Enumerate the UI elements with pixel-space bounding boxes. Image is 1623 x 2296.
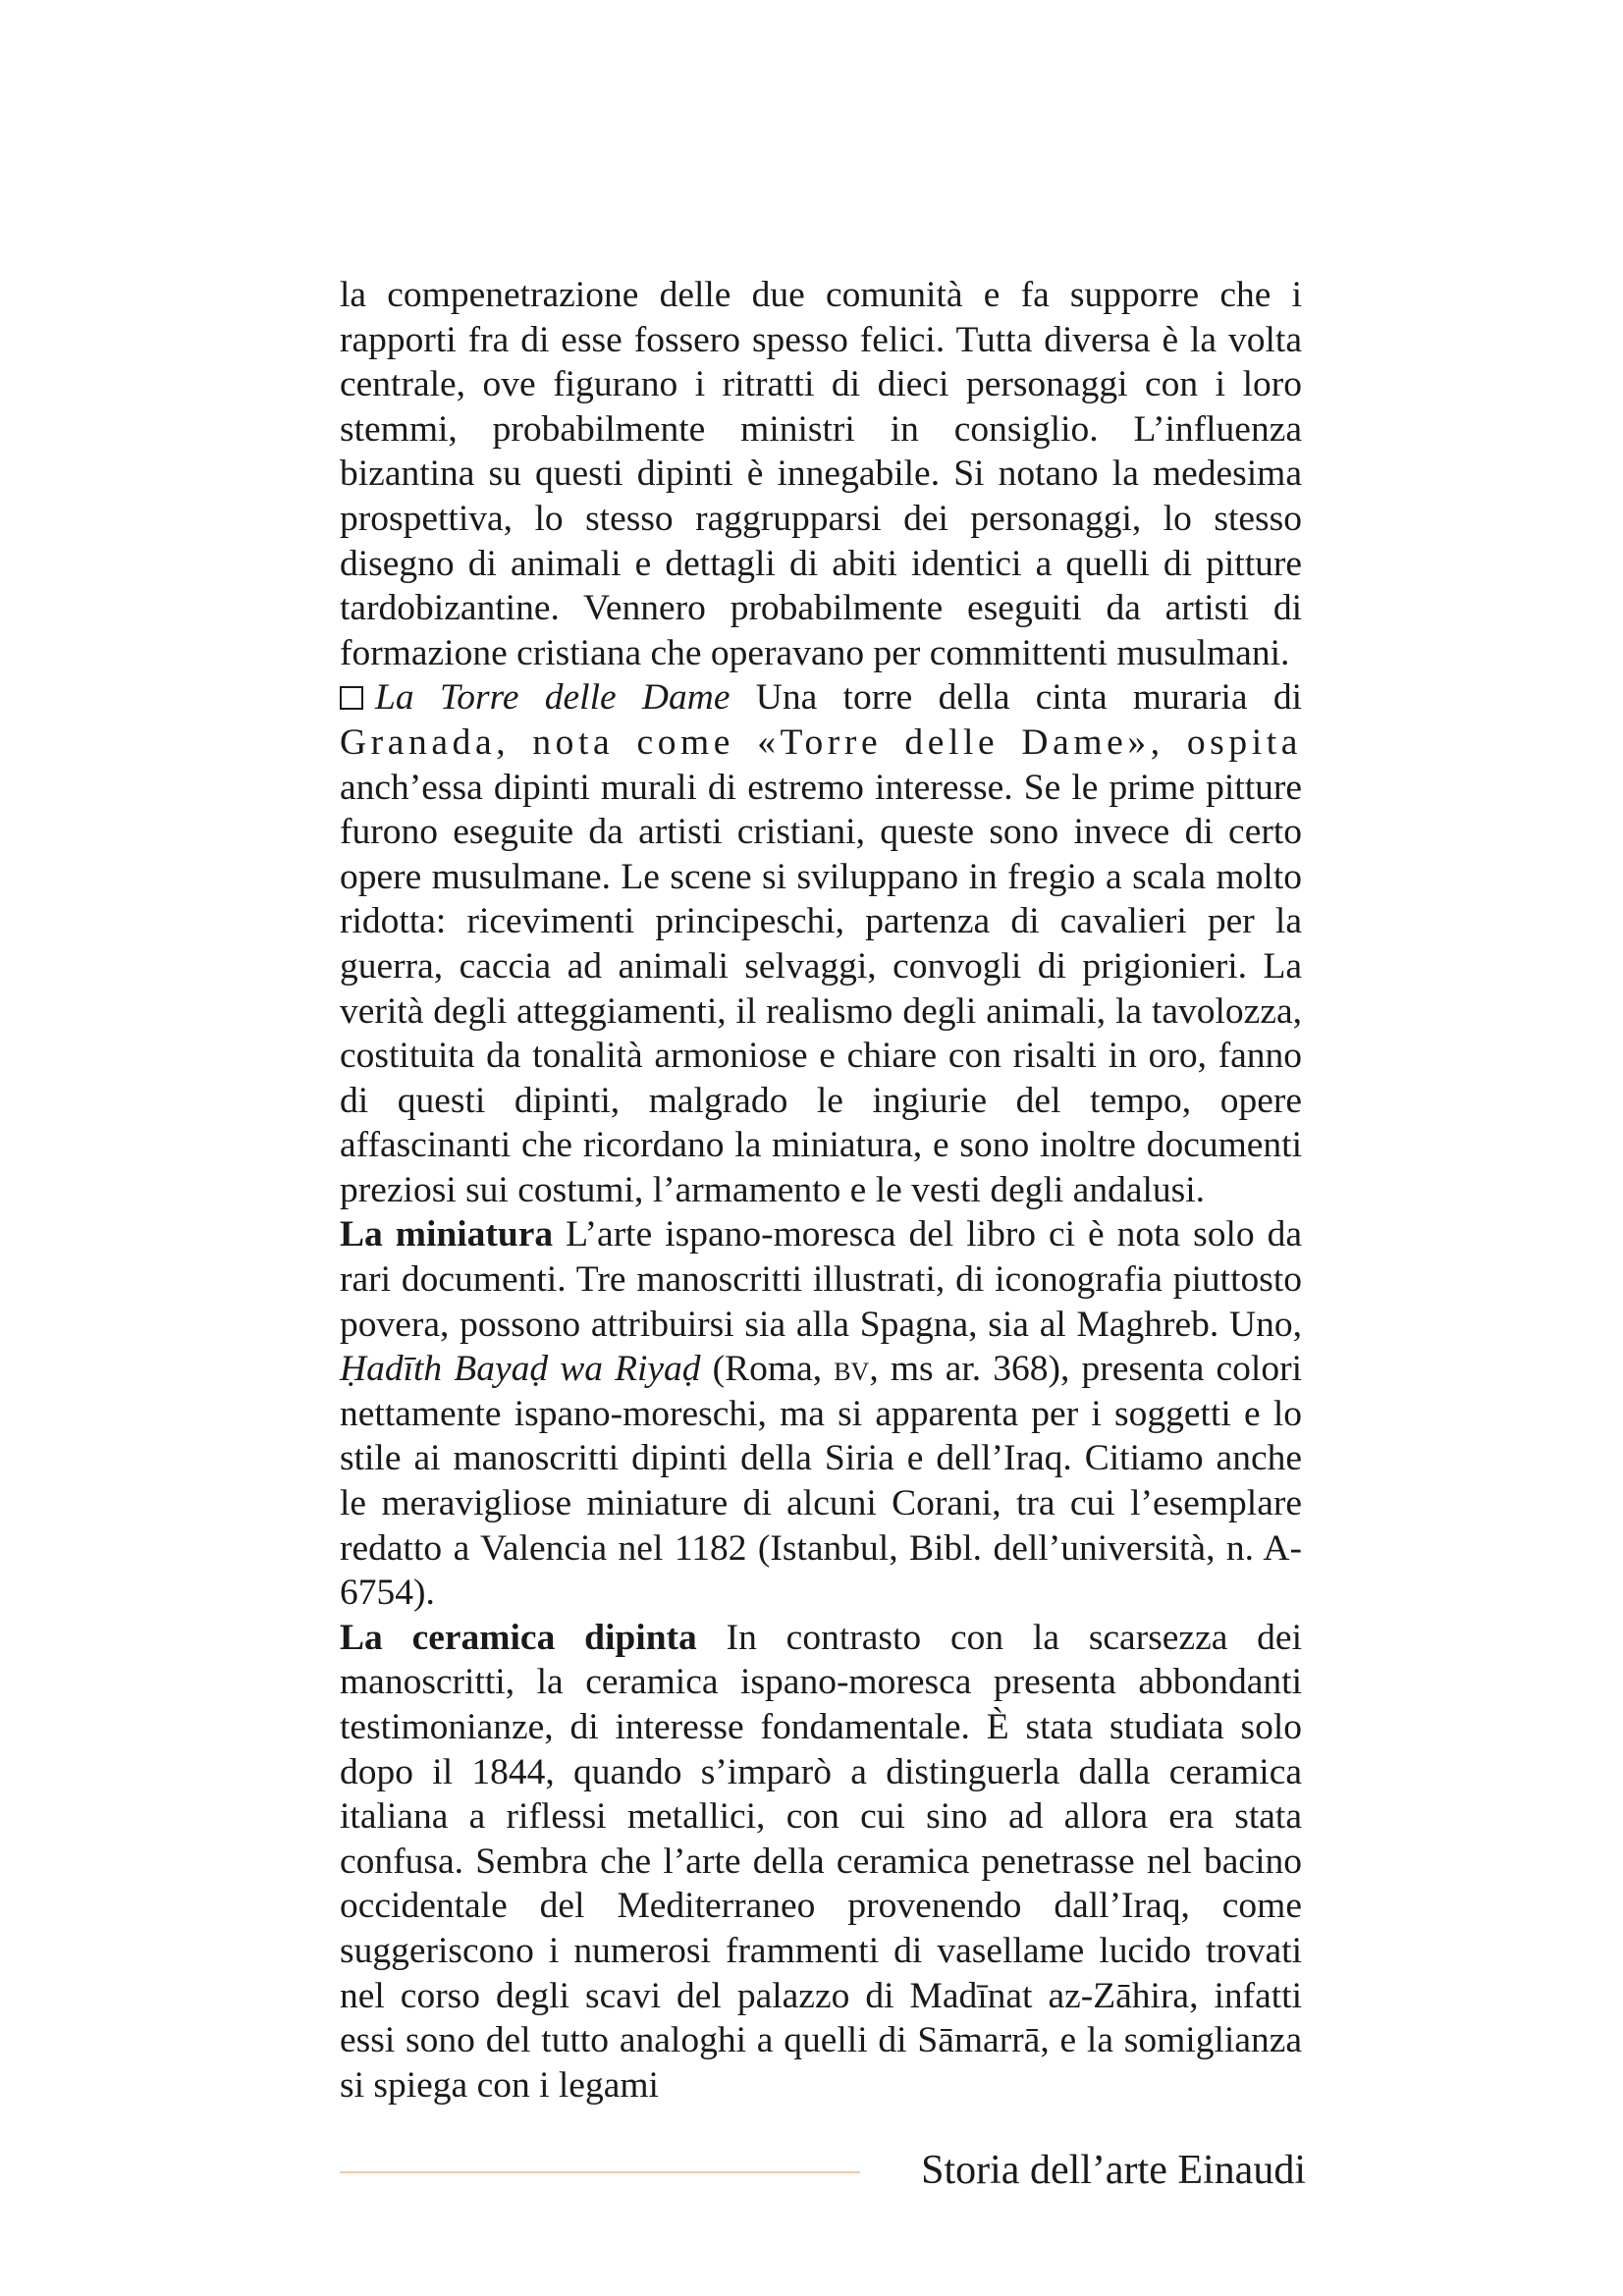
ceramica-text: In contrasto con la scarsezza dei manoscritti, la ceramica ispano-moresca presenta abbondanti testimonianze, di interesse fondamentale. È stata studiata solo dopo il 1844, quando s’imparò a distinguerla dalla ceramica italiana a riflessi metallici, con cui sino ad allora era stata confusa. Sembra che l’arte della ceramica penetrasse nel bacino occidentale del Mediterraneo provenendo dall’Iraq, come suggeriscono i numerosi frammenti di vasellame lucido trovati nel corso degli scavi del palazzo di Madīnat az-Zāhira, infatti essi sono del tutto analoghi a quelli di Sāmarrā, e la somiglianza si spiega con i legami bbox=[340, 1617, 1302, 2106]
section-title-torre: La Torre delle Dame bbox=[375, 677, 730, 719]
section-torre-delle-dame bbox=[340, 675, 1302, 1212]
section-ceramica bbox=[340, 1616, 1302, 2109]
torre-spaced-text: Granada, nota come «Torre delle Dame», ospita bbox=[340, 721, 1302, 763]
miniatura-abbreviation: bv bbox=[834, 1349, 870, 1390]
torre-text: anch’essa dipinti murali di estremo interesse. Se le prime pitture furono eseguite da artisti cristiani, queste sono invece di certo opere musulmane. Le scene si sviluppano in fregio a scala molto ridotta: ricevimenti principeschi, partenza di cavalieri per la guerra, caccia ad animali selvaggi, convogli di prigionieri. La verità degli atteggiamenti, il realismo degli animali, la tavolozza, costituita da tonalità armoniose e chiare con risalti in oro, fanno di questi dipinti, malgrado le ingiurie del tempo, opere affascinanti che ricordano la miniatura, e sono inoltre documenti preziosi sui costumi, l’armamento e le vesti degli andalusi. bbox=[340, 767, 1302, 1210]
miniatura-work-title: Ḥadīth Bayaḍ wa Riyaḍ bbox=[340, 1349, 701, 1390]
paragraph-intro: la compenetrazione delle due comunità e fa supporre che i rapporti fra di esse fossero spesso felici. Tutta diversa è la volta centrale, ove figurano i ritratti di dieci personaggi con i loro stemmi, probabilmente ministri in consiglio. L’influenza bizantina su questi dipinti è innegabile. Si notano la medesima prospettiva, lo stesso raggrupparsi dei personaggi, lo stesso disegno di animali e dettagli di abiti identici a quelli di pitture tardobizantine. Vennero probabilmente eseguiti da artisti di formazione cristiana che operavano per committenti musulmani. bbox=[340, 275, 1302, 673]
torre-lead-text: Una torre della cinta muraria di bbox=[730, 677, 1302, 719]
section-miniatura bbox=[340, 1212, 1302, 1615]
footer-rule bbox=[340, 2171, 860, 2173]
section-title-ceramica: La ceramica dipinta bbox=[340, 1617, 697, 1658]
body-text bbox=[340, 273, 1302, 2108]
miniatura-text-1: L’arte ispano-moresca del libro ci è nota solo da rari documenti. Tre manoscritti illustrati, di iconografia piuttosto povera, possono attribuirsi sia alla Spagna, sia al Maghreb. Uno, bbox=[340, 1214, 1302, 1345]
miniatura-text-2: (Roma, bbox=[700, 1349, 835, 1390]
section-box-icon bbox=[340, 686, 363, 710]
section-title-miniatura: La miniatura bbox=[340, 1214, 554, 1255]
footer-title: Storia dell’arte Einaudi bbox=[921, 2148, 1306, 2193]
miniatura-text-3: , ms ar. 368), presenta colori nettamente ispano-moreschi, ma si apparenta per i soggetti e lo stile ai manoscritti dipinti della Siria e dell’Iraq. Citiamo anche le meravigliose miniature di alcuni Corani, tra cui l’esemplare redatto a Valencia nel 1182 (Istanbul, Bibl. dell’università, n. A-6754). bbox=[340, 1349, 1302, 1614]
